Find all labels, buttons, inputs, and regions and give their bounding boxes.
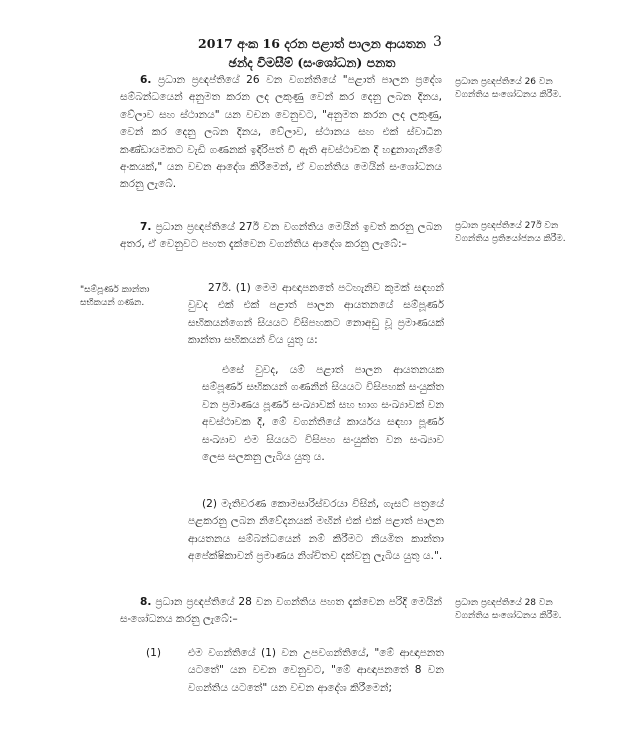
page-number: 3 — [433, 34, 442, 50]
section-8-item-text: එම වගන්තියේ (1) වන උපවගන්තියේ, "මේ ආඥාපනත යටතේ" යන වචන වෙනුවට, "මේ ආඥාපනතේ 8 වන වගන්තිය යටතේ" යන වචන ආදේශ කිරීමෙන්; — [188, 647, 444, 694]
page-header — [0, 34, 624, 72]
clause-side-label: "සම්පූර්ණ කාන්තා සභිකයන් ගණන. — [80, 285, 150, 308]
section-7-margin-note: ප්‍රධාන ප්‍රඥප්තියේ 27ඊ වන වගන්තිය ප්‍රතියෝජනය කිරීම. — [455, 221, 566, 244]
clause-27e-subsection-1: 27ඊ. (1) මෙම ආඥාපනතේ පටහැනිව කුමක් සඳහන් වුවද එක් එක් පළාත් පාලන ආයතනයේ සම්පූර්ණ සභිකයන්ගෙන් සියයට විසිපහකට නොඅඩු වූ ප්‍රමාණයක් කාන්තා සභිකයන් විය යුතු ය: — [188, 282, 444, 347]
section-8-item-label: (1) — [146, 647, 162, 659]
section-8-margin-note: ප්‍රධාන ප්‍රඥප්තියේ 28 වන වගන්තිය සංශෝධනය කිරීම. — [455, 598, 562, 621]
section-8-number: 8. — [140, 596, 152, 608]
section-6-text: ප්‍රධාන ප්‍රඥප්තියේ 26 වන වගන්තියේ "පළාත් පාලන ප්‍රදේශ සම්බන්ධයෙන් අනුමත කරන ලද ලකුණු වෙන් කර දෙනු ලබන දිනය, වේලාව සහ ස්ථානය" යන වචන වෙනුවට, "අනුමත කරන ලද ලකුණු, වෙන් කර දෙනු ලබන දිනය, වේලාව, ස්ථානය සහ එක් ස්වාධීන කණ්ඩායමකට වැඩි ගණනක් ඉදිරිපත් වී ඇති අවස්ථාවක දී හඳුනාගැනීමේ අංකයක්," යන වචන ආදේශ කිරීමෙන්, ඒ වගන්තිය මෙයින් සංශෝධනය කරනු ලැබේ. — [120, 74, 442, 191]
section-6-number: 6. — [140, 74, 152, 86]
section-7 — [120, 219, 442, 254]
section-8 — [120, 594, 442, 629]
clause-27e-proviso: එසේ වුවද, යම් පළාත් පාලන ආයතනයක සම්පූර්ණ සභිකයන් ගණනින් සියයට විසිපහක් සංයුක්ත වන ප්‍රමාණය පූර්ණ සංඛ්‍යාවක් සහ භාග සංඛ්‍යාවක් වන අවස්ථාවක දී, මේ වගන්තියේ කාර්යය සඳහා පූර්ණ සංඛ්‍යාව එම සියයට විසිපහ සංයුක්ත වන සංඛ්‍යාව ලෙස සලකනු ලැබිය යුතු ය. — [202, 364, 444, 464]
section-7-number: 7. — [140, 221, 152, 233]
section-6 — [120, 72, 442, 194]
section-7-text: ප්‍රධාන ප්‍රඥප්තියේ 27ඊ වන වගන්තිය මෙයින් ඉවත් කරනු ලබන අතර, ඒ වෙනුවට පහත දැක්වෙන වගන්තිය ආදේශ කරනු ලැබේ:– — [120, 221, 443, 251]
header-line-2: ඡන්ද විමසීම් (සංශෝධන) පනත — [228, 55, 396, 70]
section-6-margin-note: ප්‍රධාන ප්‍රඥප්තියේ 26 වන වගන්තිය සංශෝධනය කිරීම. — [455, 77, 562, 100]
clause-27e-subsection-2: (2) මැතිවරණ කොමසාරිස්වරයා විසින්, ගැසට් පත්‍රයේ පළකරනු ලබන නිවේදනයක් මඟින් එක් එක් පළාත් පාලන ආයතනය සම්බන්ධයෙන් නම් කිරීමට නියමිත කාන්තා අපේක්ෂිකාවන් ප්‍රමාණය නිශ්චිතව දක්වනු ලැබිය යුතු ය.". — [188, 498, 444, 563]
section-8-text: ප්‍රධාන ප්‍රඥප්තියේ 28 වන වගන්තිය පහත දැක්වෙන පරිදි මෙයින් සංශෝධනය කරනු ලැබේ:– — [120, 596, 442, 626]
header-line-1: 2017 අංක 16 දරන පළාත් පාලන ආයතන — [198, 36, 426, 51]
